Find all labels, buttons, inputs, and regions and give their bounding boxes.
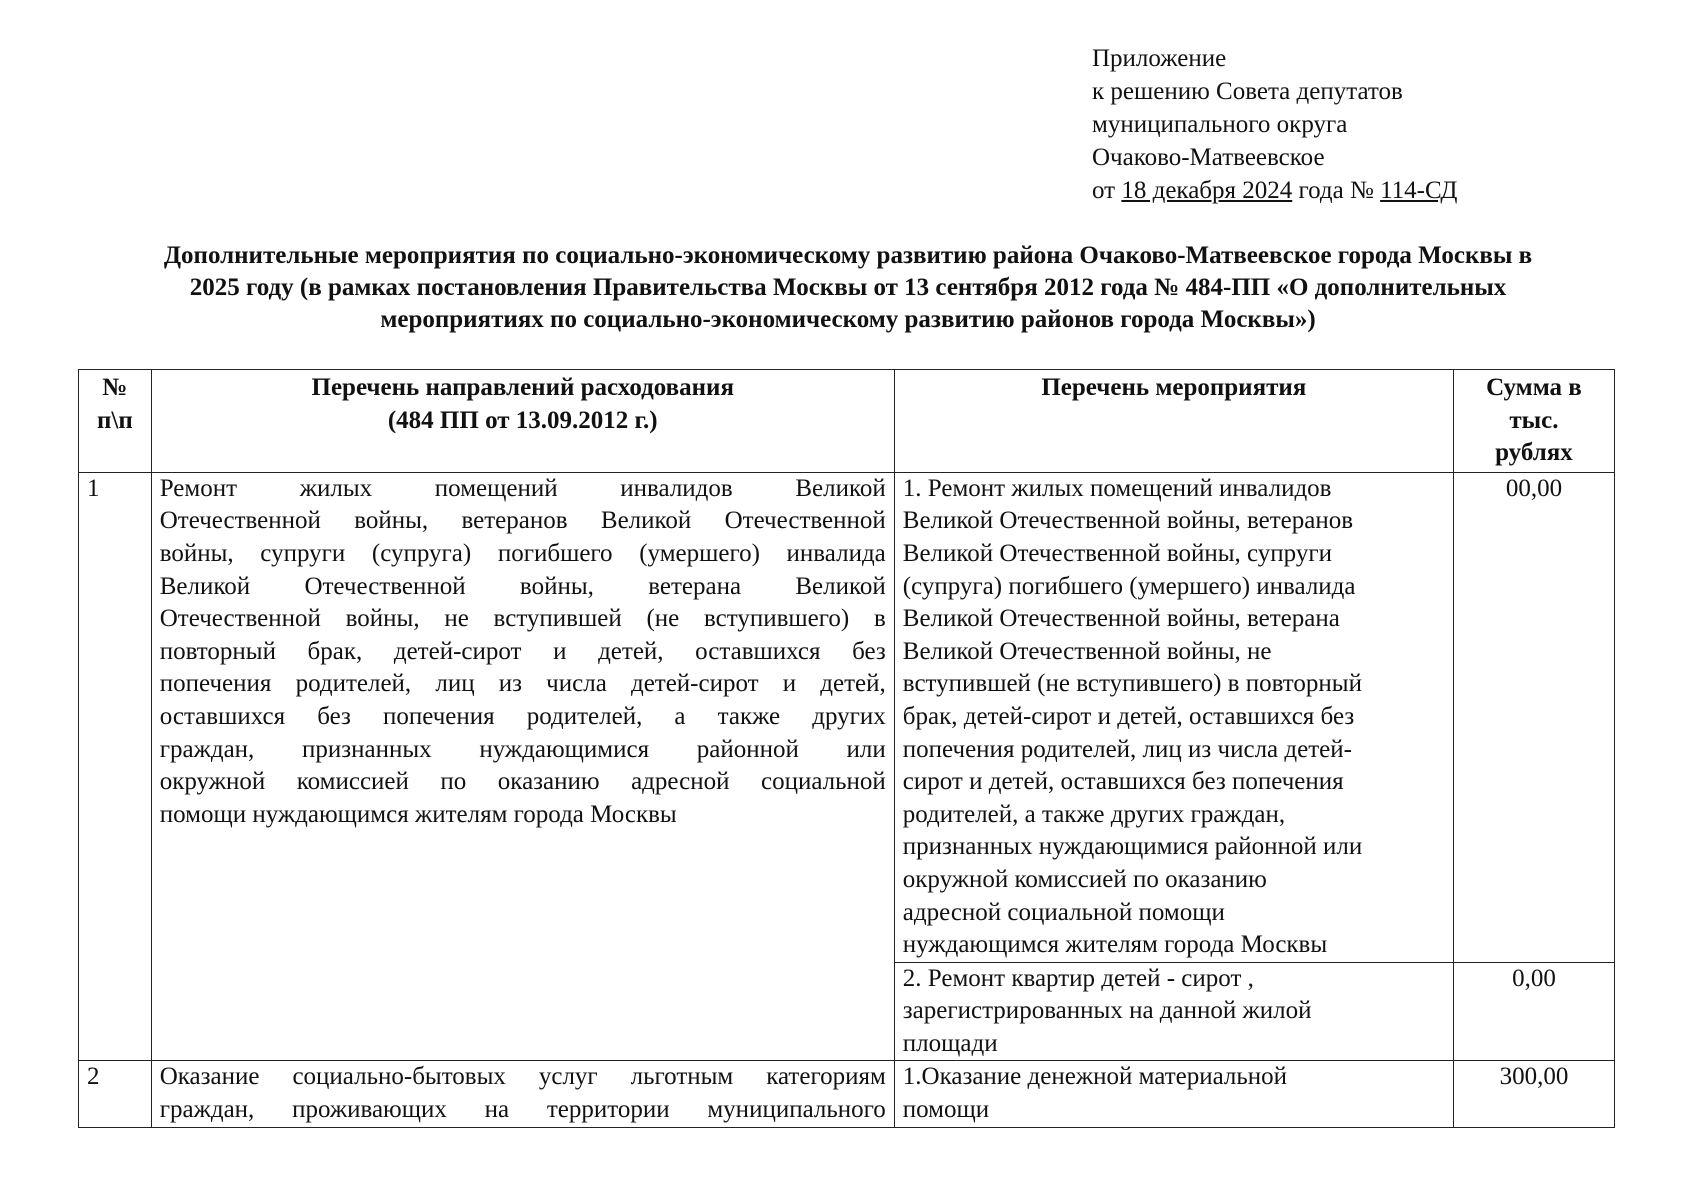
- row-sum: 00,00: [1453, 472, 1614, 962]
- row-sum: 300,00: [1453, 1061, 1614, 1127]
- table-row: [79, 472, 1615, 962]
- date-prefix: от: [1092, 177, 1116, 204]
- appendix-line: Очаково-Матвеевское: [1092, 144, 1325, 171]
- title-line: мероприятиях по социально-экономическому развитию районов города Москвы»): [380, 306, 1316, 333]
- row-direction: Ремонт жилых помещений инвалидов Великой Отечественной войны, ветеранов Великой Отечественной войны, супруги (супруга) погибшего (умершего) инвалида Великой Отечественной войны, ветерана Великой Отечественной войны, не вступившей (не вступившего) в повторный брак, детей-сирот и детей, оставшихся без попечения родителей, лиц из числа детей-сирот и детей, оставшихся без попечения родителей, а также других граждан, признанных нуждающимися районной или окружной комиссией по оказанию адресной социальной помощи нуждающимся жителям города Москвы: [151, 472, 894, 1061]
- row-activity: 2. Ремонт квартир детей - сирот , зарегистрированных на данной жилой площади: [894, 962, 1453, 1061]
- title-line: 2025 году (в рамках постановления Правительства Москвы от 13 сентября 2012 года № 484-ПП «О дополнительных: [189, 274, 1507, 301]
- appendix-line: муниципального округа: [1092, 111, 1348, 138]
- row-activity: 1. Ремонт жилых помещений инвалидов Великой Отечественной войны, ветеранов Великой Отечественной войны, супруги (супруга) погибшего (умершего) инвалида Великой Отечественной войны, ветерана Великой Отечественной войны, не вступившей (не вступившего) в повторный брак, детей-сирот и детей, оставшихся без попечения родителей, лиц из числа детей- сирот и детей, оставшихся без попечения родителей, а также других граждан, признанных нуждающимися районной или окружной комиссией по оказанию адресной социальной помощи нуждающимся жителям города Москвы: [894, 472, 1453, 962]
- row-number: 2: [79, 1061, 152, 1127]
- appendix-block: [1092, 42, 1458, 207]
- table-row: [79, 1061, 1615, 1127]
- title-line: Дополнительные мероприятия по социально-экономическому развитию района Очаково-Матвеевское города Москвы в: [163, 242, 1533, 269]
- row-sum: 0,00: [1453, 962, 1614, 1061]
- row-activity: 1.Оказание денежной материальной помощи: [894, 1061, 1453, 1127]
- header-directions: Перечень направлений расходования (484 ПП от 13.09.2012 г.): [151, 370, 894, 473]
- appendix-line: к решению Совета депутатов: [1092, 78, 1403, 105]
- appendix-date-line: [1092, 174, 1458, 207]
- appendix-line: Приложение: [1092, 45, 1227, 72]
- header-sum: Сумма в тыс. рублях: [1453, 370, 1614, 473]
- measures-table: [78, 369, 1615, 1128]
- header-num: № п\п: [79, 370, 152, 473]
- decision-number: 114-СД: [1380, 177, 1458, 204]
- date-suffix: года №: [1298, 177, 1374, 204]
- row-number: 1: [79, 472, 152, 1061]
- row-direction: Оказание социально-бытовых услуг льготным категориям граждан, проживающих на территории муниципального: [151, 1061, 894, 1127]
- document-title: [50, 240, 1646, 336]
- table-header-row: [79, 370, 1615, 473]
- header-activities: Перечень мероприятия: [894, 370, 1453, 473]
- decision-date: 18 декабря 2024: [1121, 177, 1293, 204]
